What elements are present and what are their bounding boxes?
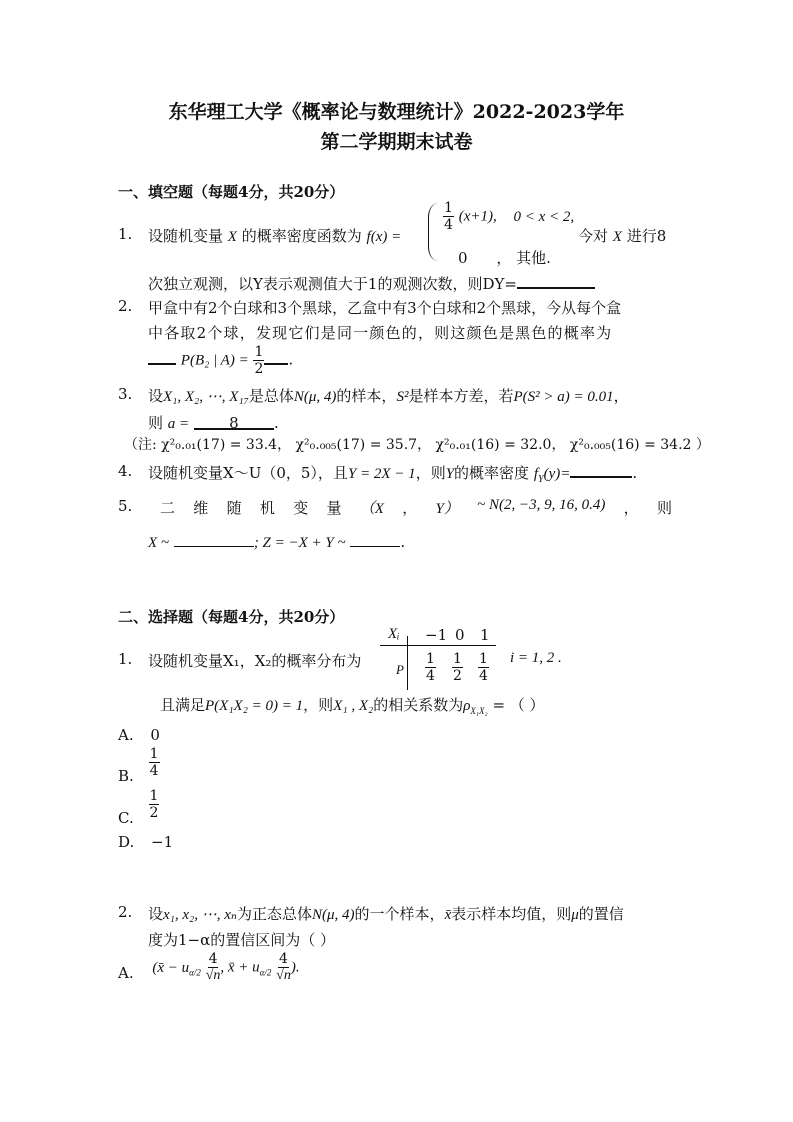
s2q2-option-a[interactable]: [118, 952, 300, 983]
q1-text: [148, 225, 401, 246]
table-xi: Xᵢ: [388, 626, 400, 642]
q4-fy-sub: Y: [538, 474, 544, 485]
q2-blank-right[interactable]: [264, 349, 288, 365]
q1-text-tail: [578, 225, 666, 246]
s2q2-line1-a: 设: [148, 905, 164, 923]
q3-s2: S²: [396, 389, 409, 405]
q3-line1-e: ，: [613, 387, 629, 405]
q4-text-c: Y: [445, 466, 455, 482]
q2-answer-frac: [253, 345, 264, 376]
q1-var-x2: X: [612, 229, 622, 245]
q4-text-b: ，则: [415, 464, 446, 482]
table-prob-den: 4: [426, 668, 435, 684]
q1-case1-den: 4: [444, 217, 453, 233]
q3-line1: [148, 385, 629, 406]
q1-case1: [443, 201, 574, 232]
s2q1-text: 设随机变量X₁，X₂的概率分布为: [148, 652, 362, 670]
q2-answer-end: .: [288, 350, 294, 369]
s2q1-rho: ρ: [463, 698, 471, 714]
q3-line1-b: 是总体: [248, 387, 294, 405]
dist-table-hline: [380, 645, 496, 646]
q1-case2-cond: ， 其他.: [496, 249, 551, 267]
s2q2-samples: x₁, x₂, ⋯, xₙ: [163, 907, 237, 923]
q2-line2: 中各取2个球，发现它们是同一颜色的，则这颜色是黑色的概率为: [148, 324, 613, 342]
dist-table-vline: [407, 636, 408, 690]
table-p: P: [396, 662, 404, 677]
q1-case2: [458, 247, 551, 268]
q3-line1-c: 的样本，: [336, 387, 397, 405]
table-val: −1: [425, 626, 448, 644]
piecewise-brace: [428, 203, 439, 261]
q3-line2: [148, 412, 279, 433]
s2q2-line2: 度为1−α的置信区间为（ ）: [148, 931, 336, 949]
q2-answer-line: [148, 345, 293, 376]
option-value: 0: [150, 726, 160, 744]
q4-number: 4.: [118, 462, 133, 480]
s2q2-optA-frac2: [276, 952, 291, 983]
q5-word: ，: [623, 499, 639, 517]
option-value: −1: [151, 833, 174, 851]
option-label: A.: [118, 963, 134, 982]
table-prob-den: 2: [453, 668, 462, 684]
q4-y-eq: Y = 2X − 1: [347, 466, 416, 482]
q5-word: 随: [226, 499, 242, 517]
q2-answer-num: 1: [254, 344, 264, 360]
q5-blank-z[interactable]: [350, 532, 400, 547]
s2q2-mu: μ: [571, 907, 579, 923]
q5-word: （X: [359, 501, 384, 517]
q1-case1-expr: (x+1),: [458, 208, 497, 225]
exam-title-line1: 东华理工大学《概率论与数理统计》2022-2023学年: [168, 101, 625, 123]
q4-answer-blank[interactable]: [570, 462, 632, 478]
q1-case1-num: 1: [444, 200, 453, 216]
q3-line1-a: 设: [148, 387, 164, 405]
q1-case2-val: 0: [458, 249, 468, 267]
option-num: 1: [149, 746, 159, 762]
q5-line2-b: ; Z = −X + Y ~: [253, 535, 346, 551]
q3-number: 3.: [118, 385, 133, 403]
option-label: A.: [118, 726, 134, 744]
s2q2-line1-c: 的一个样本，: [354, 905, 445, 923]
section2-heading: 二、选择题（每题4分，共20分）: [118, 608, 345, 626]
q5-word: Y）: [435, 501, 459, 517]
q4-line: [148, 462, 637, 485]
q5-word: 机: [259, 499, 275, 517]
s2q2-line1: [148, 903, 624, 924]
table-prob-num: 1: [426, 651, 435, 667]
q3-note: （注: χ²₀.₀₁(17) = 33.4， χ²₀.₀₀₅(17) = 35.7， χ²₀.₀₁(16) = 32.0， χ²₀.₀₀₅(16) = 34.2 ）: [124, 437, 710, 453]
s2q2-number: 2.: [118, 903, 133, 921]
section1-heading: 一、填空题（每题4分，共20分）: [118, 183, 345, 201]
q5-line2: [148, 532, 405, 552]
q5-word: 维: [193, 499, 209, 517]
option-a[interactable]: [118, 726, 160, 744]
q3-answer: 8: [229, 414, 239, 432]
q1-number: 1.: [118, 225, 133, 243]
s2q2-optA-den2: √n: [276, 968, 291, 983]
q3-answer-blank[interactable]: [194, 414, 274, 430]
q5-blank-x[interactable]: [174, 532, 254, 547]
q5-word: 则: [656, 499, 672, 517]
q1-line2-text: 次独立观测，以Y表示观测值大于1的观测次数，则DY=: [148, 275, 517, 293]
q5-word: 变: [293, 499, 309, 517]
option-b[interactable]: [118, 746, 160, 785]
q4-end: .: [632, 464, 638, 482]
s2q2-optA-den: √n: [205, 968, 221, 983]
s2q2-optA-a: (x̄ − u: [152, 959, 190, 976]
s2q2-xbar: x̄: [444, 907, 452, 923]
option-label: C.: [118, 808, 134, 827]
q4-fy-arg: (y)=: [543, 466, 571, 482]
q5-line2-end: .: [400, 533, 406, 551]
option-label: B.: [118, 766, 134, 785]
table-prob-den: 4: [479, 668, 488, 684]
q2-answer-expr: P(B₂ | A) =: [180, 352, 249, 369]
q2-line1: 甲盒中有2个白球和3个黑球，乙盒中有3个白球和2个黑球，今从每个盒: [148, 299, 622, 317]
q1-line2: [148, 273, 595, 294]
s2q1-line2: [160, 694, 545, 716]
s2q2-optA-frac1: [206, 952, 221, 983]
table-prob-num: 1: [453, 651, 462, 667]
q1-text-c: 今对: [578, 227, 609, 245]
s2q1-number: 1.: [118, 650, 133, 668]
q3-line1-d: 是样本方差，若: [408, 387, 514, 405]
s2q2-optA-num2: 4: [279, 951, 288, 967]
option-num: 1: [149, 788, 159, 804]
q3-normal: N(μ, 4): [293, 389, 337, 405]
q5-word: 二: [160, 499, 176, 517]
table-prob-num: 1: [479, 651, 488, 667]
s2q1-rho-sub: X₁X₂: [470, 706, 488, 716]
q3-samples: X₁, X₂, ⋯, X₁₇: [163, 389, 249, 405]
q5-line1: [160, 497, 672, 518]
q3-a-eq: a =: [167, 416, 190, 432]
table-prob: [452, 652, 463, 683]
q5-line2-a: X ~: [148, 535, 170, 551]
q2-number: 2.: [118, 297, 133, 315]
q4-fy: f: [533, 466, 539, 482]
s2q2-line1-e: 的置信: [578, 905, 624, 923]
table-prob: [425, 652, 436, 683]
q3-prob: P(S² > a) = 0.01: [513, 389, 614, 405]
q5-word: ~ N(2, −3, 9, 16, 0.4): [477, 497, 606, 513]
q3-line2-end: .: [273, 414, 279, 432]
q1-fx: f(x) =: [366, 229, 402, 245]
s2q2-optA-sub: α/2: [189, 967, 201, 978]
option-c[interactable]: [118, 788, 159, 827]
q1-text-a: 设随机变量: [148, 227, 224, 245]
table-prob: [478, 652, 489, 683]
s2q1-line2-d: = （ ）: [487, 696, 545, 714]
q1-text-d: 进行8: [626, 227, 667, 245]
s2q1-line2-c: 的相关系数为: [373, 696, 464, 714]
s2q2-line1-d: 表示样本均值，则: [451, 905, 572, 923]
table-val: 1: [480, 626, 490, 644]
q1-case1-cond: 0 < x < 2,: [513, 208, 575, 225]
option-frac: [149, 747, 160, 778]
q1-answer-blank[interactable]: [517, 273, 595, 289]
s2q2-line1-b: 为正态总体: [237, 905, 313, 923]
q1-text-b: 的概率密度函数为: [241, 227, 362, 245]
s2q1-cond: P(X₁X₂ = 0) = 1: [205, 698, 304, 714]
q2-answer-den: 2: [254, 361, 264, 377]
s2q2-optA-sub2: α/2: [259, 967, 272, 978]
s2q1-vars: X₁ , X₂: [333, 698, 374, 714]
q1-case1-frac: [443, 201, 454, 232]
q5-word: 量: [326, 499, 342, 517]
option-den: 2: [149, 805, 159, 821]
q4-dist: X～U（0，5），且: [223, 464, 348, 482]
option-label: D.: [118, 833, 135, 851]
s2q2-normal: N(μ, 4): [312, 907, 355, 923]
q3-line2-a: 则: [148, 414, 164, 432]
exam-title-line2: 第二学期期末试卷: [320, 131, 473, 153]
option-frac: [149, 789, 160, 820]
option-den: 4: [149, 763, 159, 779]
q5-number: 5.: [118, 497, 133, 515]
q1-var-x: X: [227, 229, 237, 245]
s2q1-line2-b: ，则: [303, 696, 334, 714]
q5-word: ，: [402, 499, 418, 517]
q4-text-d: 的概率密度: [454, 464, 530, 482]
s2q2-optA-b: , x̄ + u: [220, 959, 260, 976]
table-val: 0: [455, 626, 465, 644]
s2q2-optA-num: 4: [208, 951, 218, 967]
s2q2-optA-end: ).: [290, 959, 300, 976]
s2q1-line2-a: 且满足: [160, 696, 206, 714]
option-d[interactable]: [118, 833, 173, 851]
q2-blank-left[interactable]: [148, 349, 176, 365]
q4-text-a: 设随机变量: [148, 464, 224, 482]
table-index: i = 1, 2 .: [510, 650, 562, 666]
